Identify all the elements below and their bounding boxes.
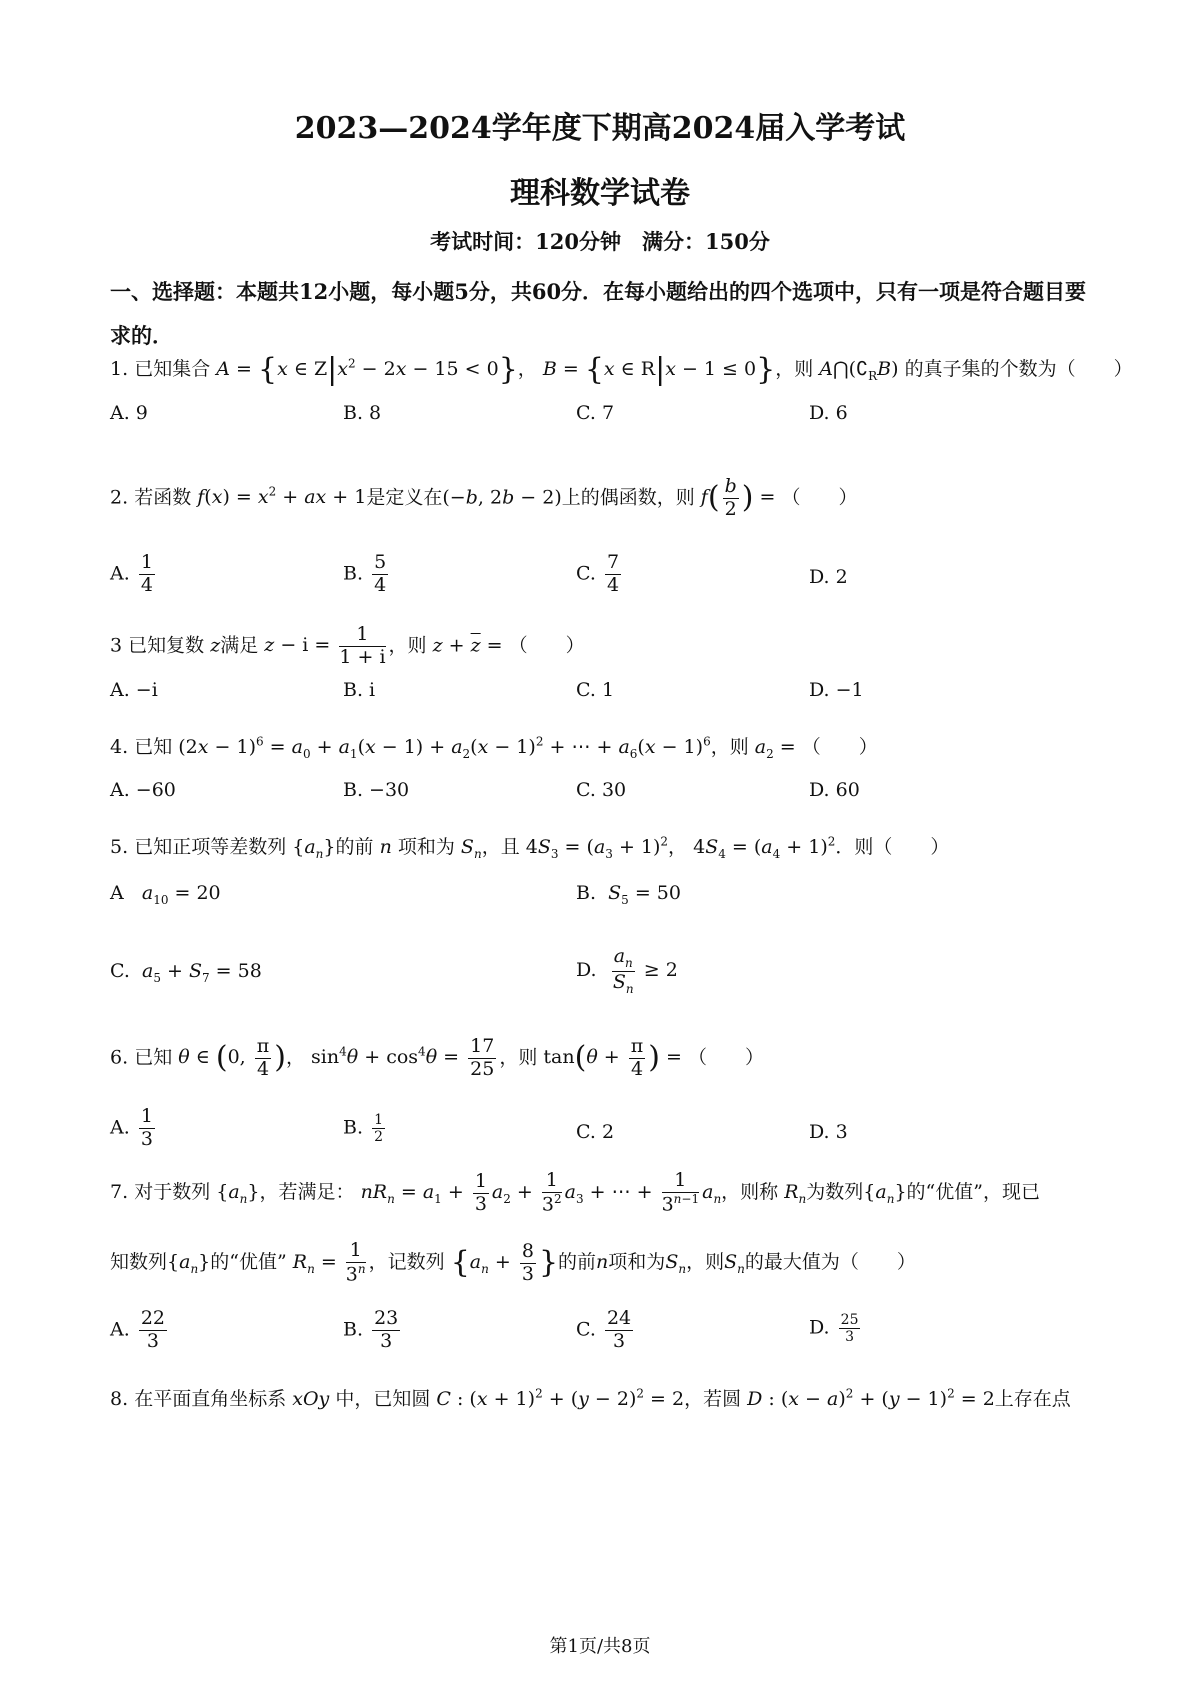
math-expr: tan(θ + $\frac{\pi}{4}$ ) = <box>543 1035 682 1080</box>
math-expr: $S_n$ <box>724 1251 745 1276</box>
math-expr: {$a_n$ + $\frac{8}{3}$ } <box>450 1239 559 1285</box>
math-expr: $S_n$ <box>460 836 482 861</box>
question-text: 是定义在 <box>366 486 443 509</box>
question-text: （ ） <box>688 1046 765 1069</box>
question-text: 在平面直角坐标系 <box>134 1388 287 1410</box>
math-expr: $a_2$ = <box>754 736 796 761</box>
math-expr: $\{a_n\}$ <box>167 1251 211 1276</box>
math-expr: n <box>379 836 392 858</box>
question-text: ，若圆 <box>684 1388 742 1410</box>
question-text: 知数列 <box>110 1251 168 1274</box>
question-text: ，则 <box>499 1046 538 1069</box>
option-d: D. $\frac{a_n}{S_n}$ ≥ 2 <box>576 945 678 996</box>
option-a: A $a_{10} = 20$ <box>110 882 221 907</box>
math-expr: $\{a_n\}$ <box>863 1181 907 1206</box>
math-expr: z <box>210 634 221 657</box>
question-6 <box>110 1036 1105 1081</box>
option-d: D. 2 <box>809 566 848 588</box>
question-text: ，则称 <box>721 1181 779 1204</box>
option-c: C. $\frac{7}{4}$ <box>576 551 620 596</box>
option-c: C. $a_5 + S_7 = 58$ <box>110 960 262 985</box>
math-expr: $R_n$ <box>784 1181 807 1206</box>
math-expr: n <box>596 1251 609 1274</box>
question-number: 5. <box>110 836 129 858</box>
question-text: ，记数列 <box>368 1251 445 1274</box>
option-a: A. $\frac{1}{4}$ <box>110 551 153 596</box>
math-expr: D : $(x - a)^2 + (y - 1)^2 = 2$ <box>747 1386 995 1410</box>
option-a: A. 9 <box>110 402 148 424</box>
question-text: ，则 <box>710 736 749 758</box>
math-expr: θ ∈ (0, $\frac{\pi}{4}$ ) <box>178 1035 286 1080</box>
page-footer: 第1页/共8页 <box>549 1636 651 1657</box>
question-text: ，且 <box>481 836 520 858</box>
option-b: B. $\frac{5}{4}$ <box>343 551 387 596</box>
question-number: 7. <box>110 1181 129 1204</box>
math-expr: $z + \overline{z}$ = <box>432 634 503 657</box>
option-d: D. −1 <box>809 679 864 701</box>
math-expr: f( $\frac{b}{2}$ ) = <box>700 475 776 520</box>
math-expr: A = {x ∈ $Z|x^2 - 2x - 15 < 0$} <box>216 352 518 387</box>
question-text: （ ） <box>781 486 858 509</box>
question-text: ，若满足： <box>259 1181 355 1204</box>
question-number: 6. <box>110 1046 129 1069</box>
question-text: 上存在点 <box>994 1388 1071 1410</box>
question-3 <box>110 624 1105 669</box>
option-d: D. 3 <box>809 1121 848 1143</box>
exam-title: 2023—2024学年度下期高2024届入学考试 <box>294 111 906 146</box>
question-text: 已知 <box>134 736 173 758</box>
question-text: 已知正项等差数列 <box>134 836 287 858</box>
option-c: C. 2 <box>576 1121 615 1143</box>
question-text: 对于数列 <box>134 1181 211 1204</box>
question-text: 的“优值”，现已 <box>906 1181 1040 1204</box>
question-text: ， <box>517 358 537 380</box>
question-text: ，则 <box>775 358 814 380</box>
math-expr: C : $(x + 1)^2 + (y - 2)^2 = 2$ <box>436 1386 685 1410</box>
question-text: ， <box>668 836 688 858</box>
math-expr: $4S_4 = (a_4 + 1)^2$ <box>693 834 836 861</box>
question-5 <box>110 832 1105 861</box>
question-text: 已知 <box>134 1046 173 1069</box>
question-text: 上的偶函数，则 <box>561 486 695 509</box>
question-text: ，则 <box>686 1251 725 1274</box>
question-text: 项和为 <box>397 836 455 858</box>
option-b: B. $S_5 = 50$ <box>576 882 681 907</box>
question-1 <box>110 352 1133 387</box>
question-number: 1. <box>110 358 129 380</box>
question-text: （ ） <box>508 634 585 657</box>
question-text: 满足 <box>220 634 259 657</box>
question-text: （ ） <box>801 736 878 758</box>
math-expr: $R_n$ = $\frac{1}{3^n}$ <box>292 1239 366 1286</box>
question-7 <box>110 1170 1105 1216</box>
question-2 <box>110 476 1105 521</box>
question-text: 的前 <box>558 1251 597 1274</box>
exam-subtitle: 理科数学试卷 <box>510 176 690 211</box>
option-a: A. −i <box>110 679 158 701</box>
question-7-line-2 <box>110 1240 1105 1286</box>
option-c: C. 7 <box>576 402 615 424</box>
question-number: 2. <box>110 486 129 509</box>
question-number: 3 <box>110 634 123 657</box>
math-expr: $f(x) = x^2$ + ax + 1 <box>197 485 367 509</box>
option-b: B. $\frac{1}{2}$ <box>343 1112 383 1146</box>
question-text: 的前 <box>335 836 374 858</box>
option-c: C. $\frac{24}{3}$ <box>576 1307 632 1352</box>
math-expr: $A⋂(∁_RB)$ <box>819 358 899 383</box>
option-d: D. 6 <box>809 402 848 424</box>
question-text: 的最大值为（ ） <box>744 1251 916 1274</box>
option-c: C. 1 <box>576 679 615 701</box>
math-expr: $\{a_n\}$ <box>292 836 336 861</box>
question-8 <box>110 1384 1105 1411</box>
question-text: 项和为 <box>608 1251 666 1274</box>
math-expr: (−b, 2b − 2) <box>442 486 562 509</box>
question-text: ， <box>285 1046 305 1069</box>
question-text: 已知集合 <box>134 358 211 380</box>
question-text: 的真子集的个数为（ ） <box>904 358 1133 380</box>
question-text: 中，已知圆 <box>335 1388 431 1410</box>
question-text: ．则（ ） <box>835 836 950 858</box>
question-text: ，则 <box>388 634 427 657</box>
math-expr: $\{a_n\}$ <box>216 1181 260 1206</box>
option-d: D. 60 <box>809 779 860 801</box>
option-a: A. $\frac{22}{3}$ <box>110 1307 165 1352</box>
math-expr: $nR_n = a_1$ + $\frac{1}{3}$ $a_2$ + $\frac{1}{3^2}$ $a_3$ + ⋯ + $\frac{1}{3^{n-1}}$ $a_n$ <box>360 1169 722 1216</box>
math-expr: $S_n$ <box>665 1251 687 1276</box>
math-expr: B = {x ∈ R|x − 1 ≤ 0} <box>542 352 776 387</box>
math-expr: $(2x - 1)^6 = a_0 + a_1(x - 1) + a_2(x - 1)^2$ + ⋯ + $a_6(x - 1)^6$ <box>178 734 711 761</box>
question-text: 若函数 <box>134 486 192 509</box>
option-b: B. 8 <box>343 402 382 424</box>
option-a: A. −60 <box>110 779 176 801</box>
question-text: 为数列 <box>806 1181 864 1204</box>
math-expr: $\sin^4\theta + \cos^4\theta$ = $\frac{17}{25}$ <box>311 1035 495 1080</box>
option-d: D. $\frac{25}{3}$ <box>809 1312 859 1346</box>
option-b: B. i <box>343 679 376 701</box>
option-b: B. −30 <box>343 779 410 801</box>
option-a: A. $\frac{1}{3}$ <box>110 1105 153 1150</box>
question-text: 的“优值” <box>210 1251 287 1274</box>
section-heading: 一、选择题：本题共12小题，每小题5分，共60分．在每小题给出的四个选项中，只有一项是符合题目要求的． <box>110 279 1087 348</box>
math-expr: z − i = $\frac{1}{1 + i}$ <box>264 623 386 668</box>
question-text: 已知复数 <box>128 634 205 657</box>
option-b: B. $\frac{23}{3}$ <box>343 1307 399 1352</box>
question-number: 8. <box>110 1388 129 1410</box>
option-c: C. 30 <box>576 779 627 801</box>
math-expr: $4S_3 = (a_3 + 1)^2$ <box>525 834 669 861</box>
question-4 <box>110 732 1105 761</box>
question-number: 4. <box>110 736 129 758</box>
exam-info: 考试时间：120分钟 满分：150分 <box>430 229 770 254</box>
math-expr: xOy <box>292 1388 330 1410</box>
